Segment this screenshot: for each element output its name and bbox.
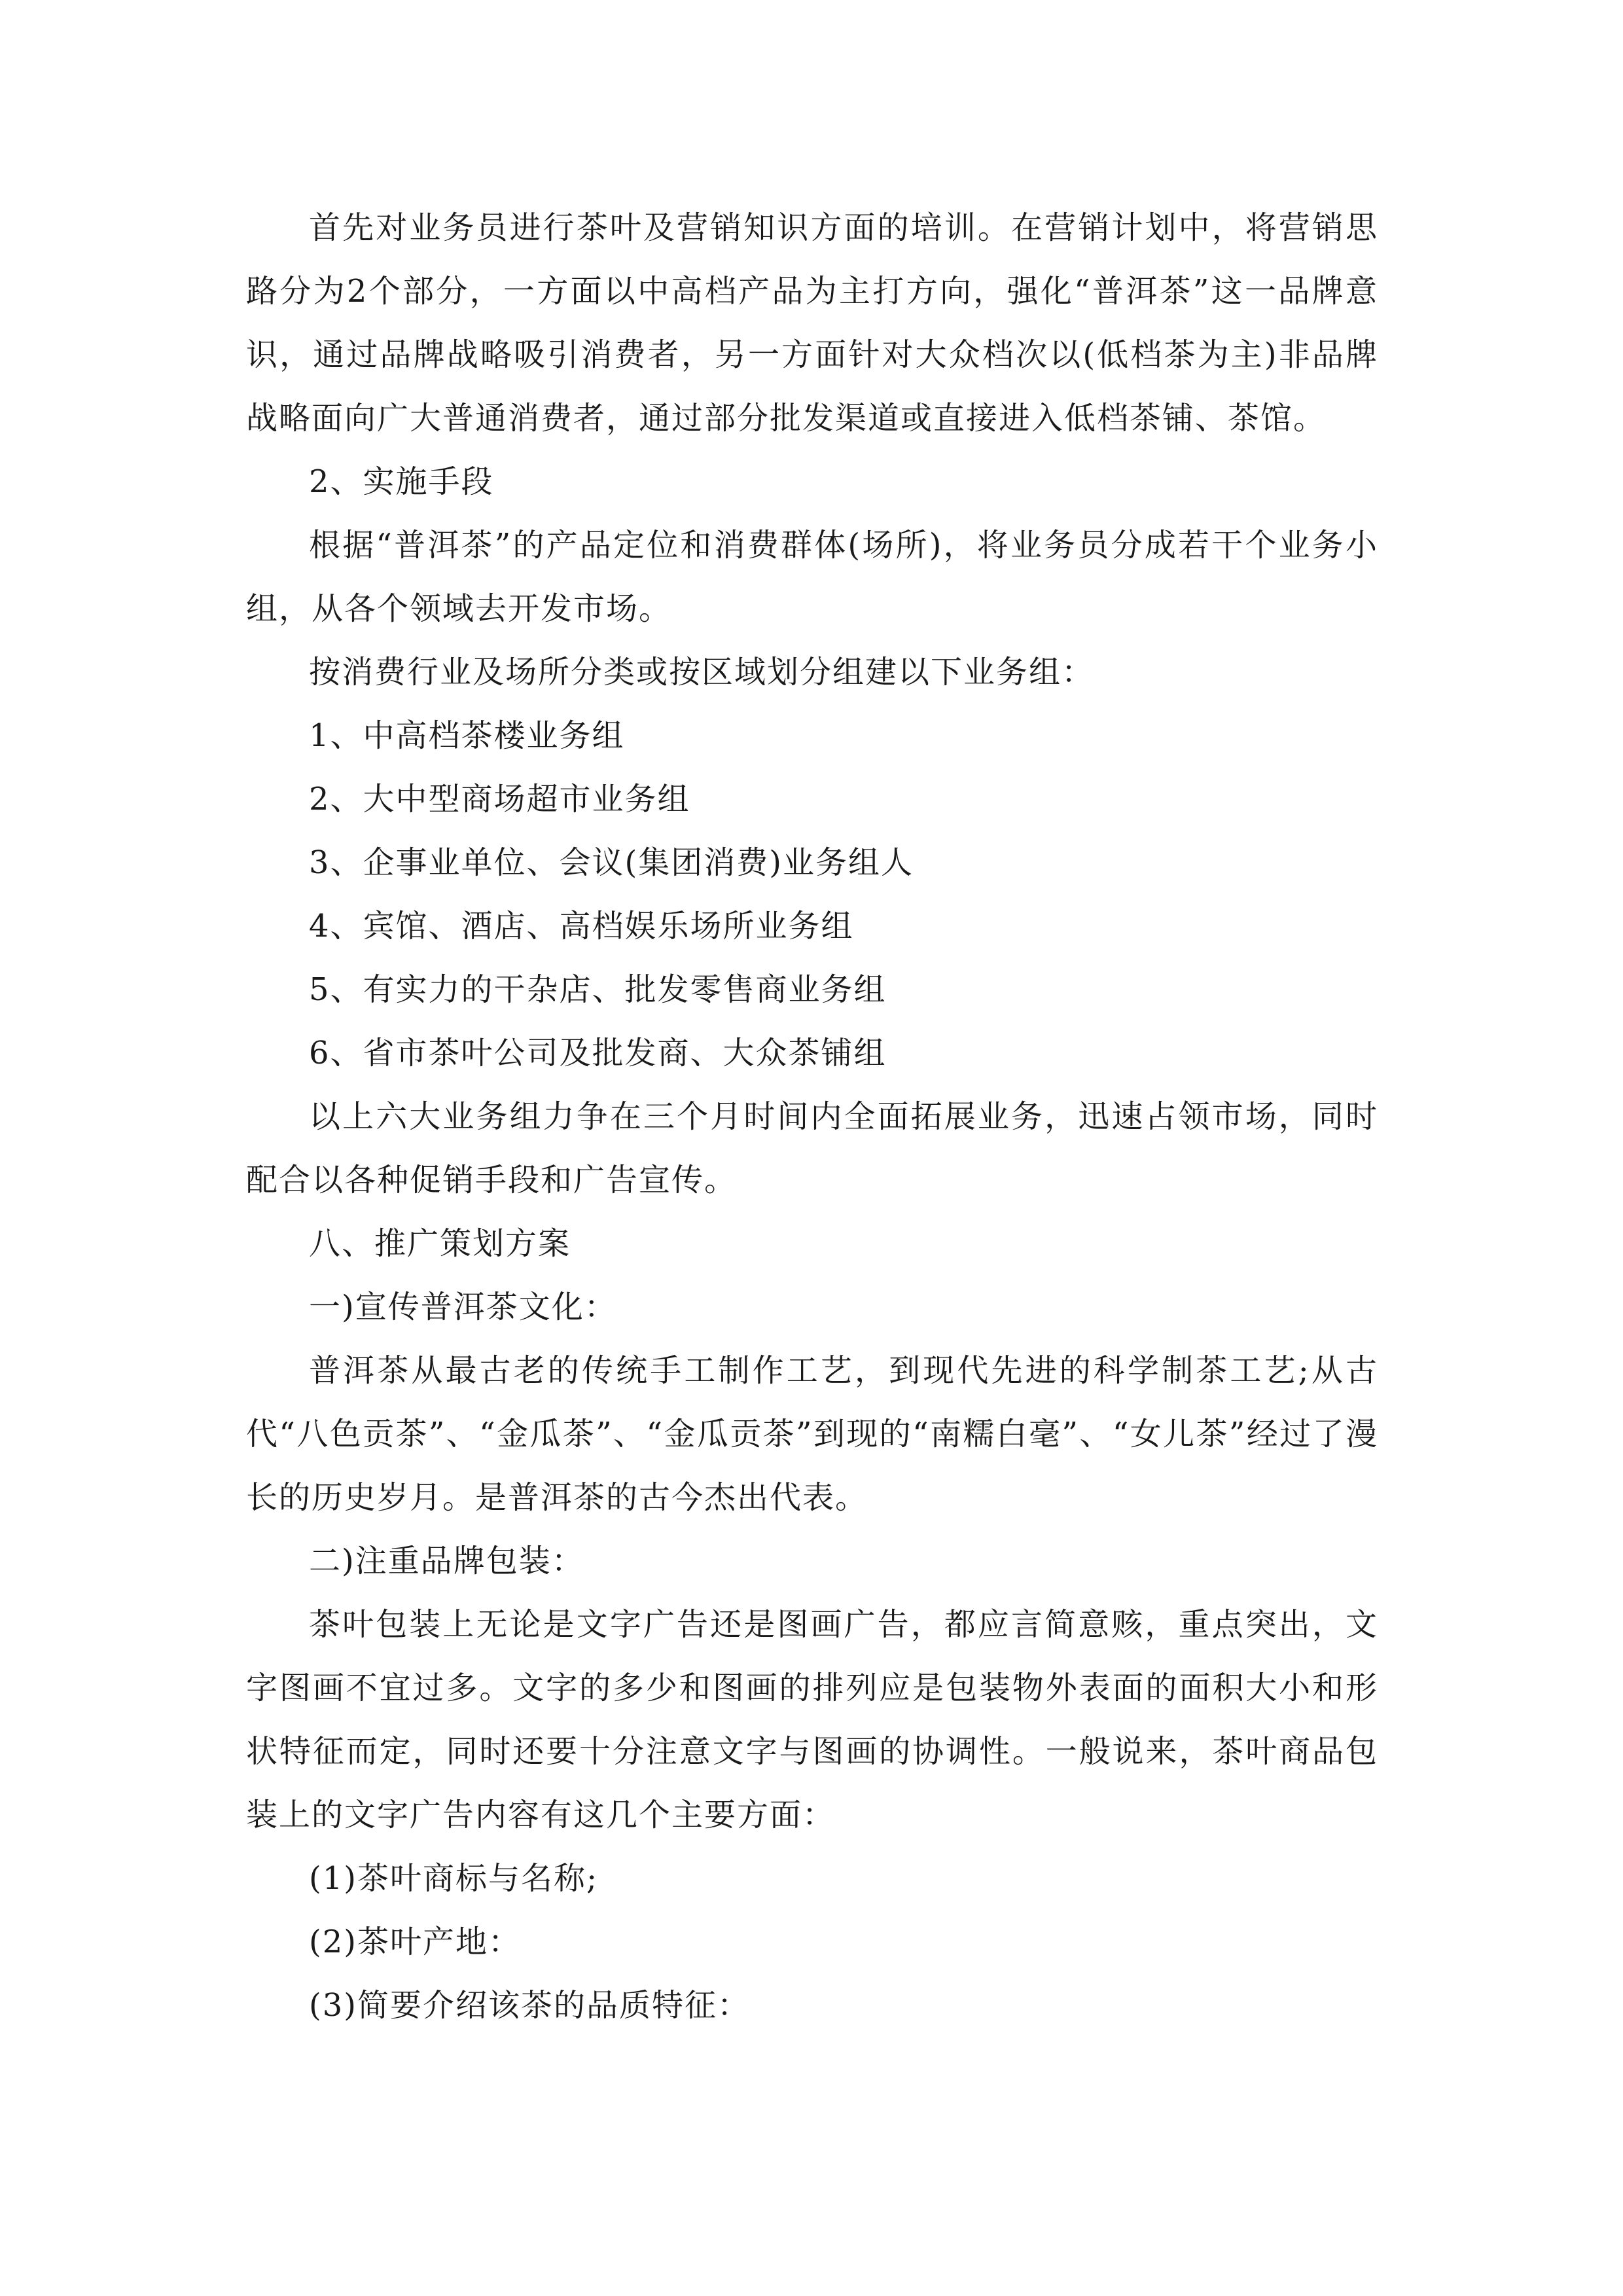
list-item-packaging-1: (1)茶叶商标与名称; (309, 1860, 599, 1897)
document-body (246, 196, 1378, 2037)
paragraph-tea-culture: 普洱茶从最古老的传统手工制作工艺，到现代先进的科学制茶工艺;从古代“八色贡茶”、“金瓜茶”、“金瓜贡茶”到现的“南糯白毫”、“女儿茶”经过了漫长的历史岁月。是普洱茶的古今杰出代表。 (246, 1352, 1378, 1516)
list-item-group-3: 3、企事业单位、会议(集团消费)业务组人 (309, 844, 914, 881)
heading-promotion-plan: 八、推广策划方案 (309, 1225, 571, 1262)
list-item-group-6: 6、省市茶叶公司及批发商、大众茶铺组 (309, 1035, 887, 1071)
subheading-tea-culture: 一)宣传普洱茶文化： (309, 1289, 617, 1325)
list-item-group-5: 5、有实力的干杂店、批发零售商业务组 (309, 971, 887, 1008)
subheading-brand-packaging: 二)注重品牌包装： (309, 1543, 584, 1579)
paragraph-sales-training: 首先对业务员进行茶叶及营销知识方面的培训。在营销计划中，将营销思路分为2个部分，一方面以中高档产品为主打方向，强化“普洱茶”这一品牌意识，通过品牌战略吸引消费者，另一方面针对大众档次以(低档茶为主)非品牌战略面向广大普通消费者，通过部分批发渠道或直接进入低档茶铺、茶馆。 (246, 209, 1378, 437)
paragraph-group-division: 按消费行业及场所分类或按区域划分组建以下业务组： (309, 654, 1095, 691)
paragraph-sales-groups-intro: 根据“普洱茶”的产品定位和消费群体(场所)，将业务员分成若干个业务小组，从各个领域去开发市场。 (246, 527, 1378, 627)
list-item-packaging-3: (3)简要介绍该茶的品质特征： (309, 1987, 750, 2024)
list-item-group-1: 1、中高档茶楼业务组 (309, 717, 625, 754)
list-item-group-4: 4、宾馆、酒店、高档娱乐场所业务组 (309, 908, 854, 944)
heading-implementation-means: 2、实施手段 (309, 463, 494, 500)
paragraph-six-groups-goal: 以上六大业务组力争在三个月时间内全面拓展业务，迅速占领市场，同时配合以各种促销手段和广告宣传。 (246, 1098, 1378, 1198)
list-item-packaging-2: (2)茶叶产地： (309, 1924, 521, 1960)
paragraph-packaging-ads: 茶叶包装上无论是文字广告还是图画广告，都应言简意赅，重点突出，文字图画不宜过多。文字的多少和图画的排列应是包装物外表面的面积大小和形状特征而定，同时还要十分注意文字与图画的协调性。一般说来，茶叶商品包装上的文字广告内容有这几个主要方面： (246, 1606, 1378, 1833)
list-item-group-2: 2、大中型商场超市业务组 (309, 781, 690, 817)
